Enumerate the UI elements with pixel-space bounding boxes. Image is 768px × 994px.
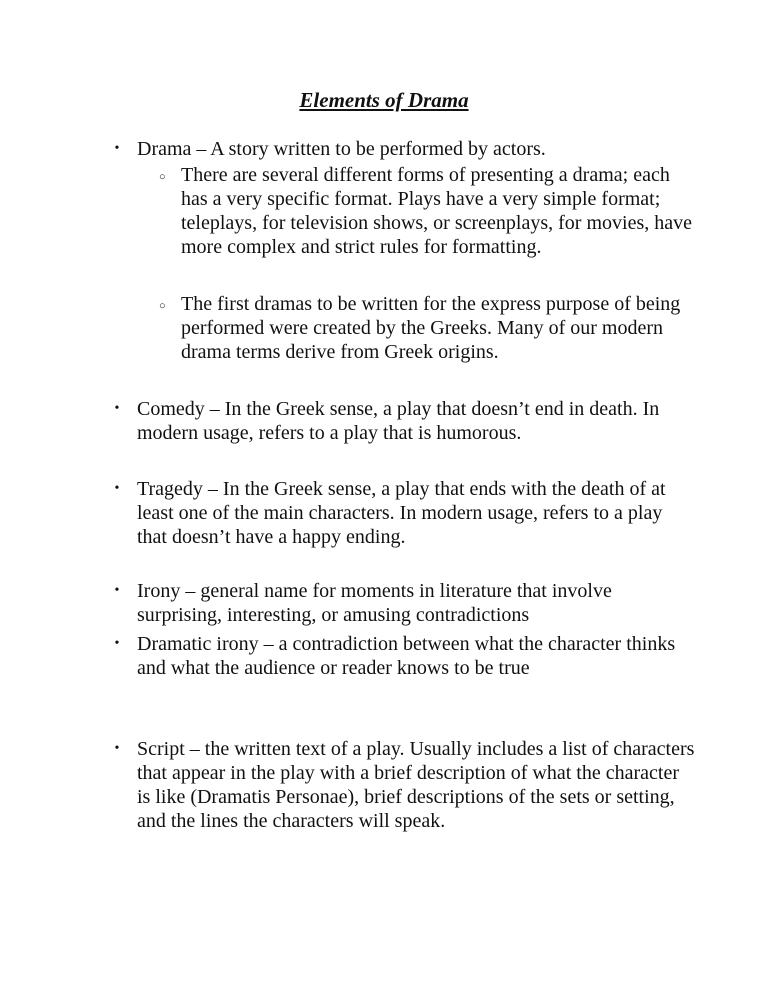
list-item-text: Dramatic irony – a contradiction between what the character thinks and what the audience or reader knows to be true [137, 633, 676, 679]
bullet-icon: • [114, 741, 120, 756]
list-item-tragedy [114, 477, 697, 549]
list-item-text: Script – the written text of a play. Usually includes a list of characters that appear in the play with a brief description of what the character is like (Dramatis Personae), brief descriptions of the sets or setting, and the lines the characters will speak. [137, 738, 695, 832]
list-item-irony [114, 579, 697, 627]
bullet-icon: • [114, 636, 120, 651]
bullet-icon: • [114, 583, 120, 598]
list-item-script [114, 737, 697, 833]
list-item-drama [114, 137, 697, 161]
sub-list-item [159, 163, 701, 259]
list-item-dramatic-irony [114, 632, 697, 680]
list-item-text: Tragedy – In the Greek sense, a play that ends with the death of at least one of the main characters. In modern usage, refers to a play that doesn’t have a happy ending. [137, 478, 666, 548]
list-item-text: Irony – general name for moments in literature that involve surprising, interesting, or amusing contradictions [137, 580, 612, 626]
sub-list-item [159, 292, 701, 364]
bullet-icon: • [114, 401, 120, 416]
sub-list-item-text: There are several different forms of presenting a drama; each has a very specific format. Plays have a very simple format; teleplays, for television shows, or screenplays, for movies, have more complex and strict rules for formatting. [181, 164, 692, 258]
circle-bullet-icon: ○ [159, 300, 166, 312]
sub-list-item-text: The first dramas to be written for the express purpose of being performed were created by the Greeks. Many of our modern drama terms derive from Greek origins. [181, 293, 681, 363]
page-title: Elements of Drama [299, 88, 469, 112]
bullet-icon: • [114, 481, 120, 496]
list-item-text: Drama – A story written to be performed by actors. [137, 138, 546, 160]
circle-bullet-icon: ○ [159, 171, 166, 183]
list-item-text: Comedy – In the Greek sense, a play that doesn’t end in death. In modern usage, refers to a play that is humorous. [137, 398, 660, 444]
bullet-icon: • [114, 141, 120, 156]
list-item-comedy [114, 397, 697, 445]
